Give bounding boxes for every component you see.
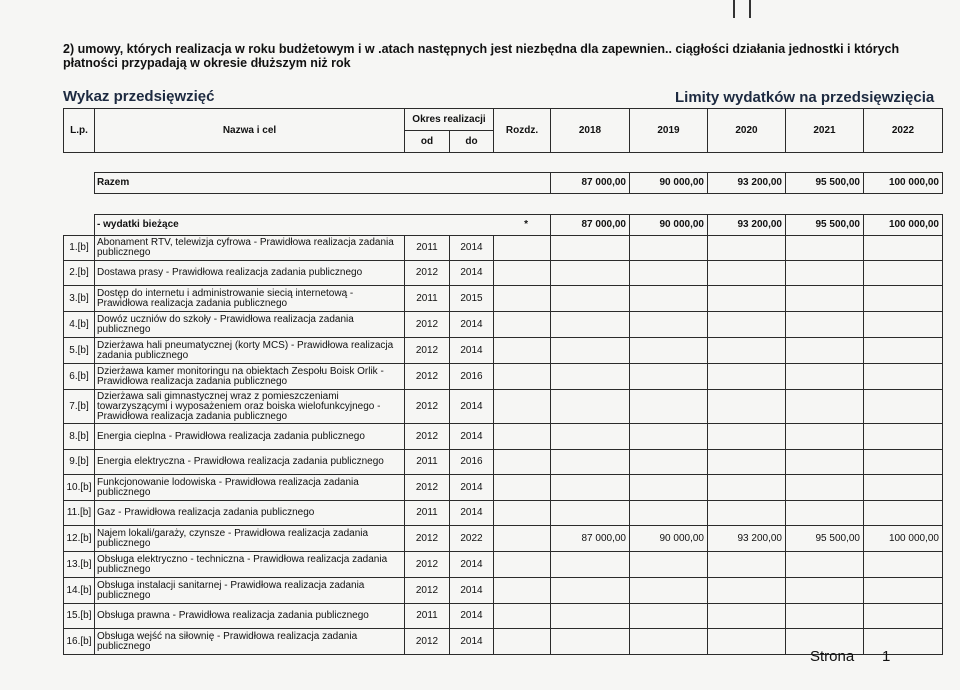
row-rozdz bbox=[494, 236, 551, 261]
row-limit bbox=[864, 450, 943, 475]
table-row bbox=[64, 552, 943, 578]
row-name: Gaz - Prawidłowa realizacja zadania publicznego bbox=[95, 501, 405, 526]
binder-clip-mark bbox=[733, 0, 751, 18]
row-limit bbox=[630, 236, 708, 261]
row-limit bbox=[708, 629, 786, 655]
table-row bbox=[64, 501, 943, 526]
row-rozdz bbox=[494, 312, 551, 338]
row-rozdz bbox=[494, 604, 551, 629]
row-to: 2014 bbox=[450, 236, 494, 261]
row-limit bbox=[708, 390, 786, 424]
row-limit bbox=[630, 629, 708, 655]
row-limit bbox=[864, 261, 943, 286]
row-limit bbox=[786, 390, 864, 424]
row-from: 2012 bbox=[405, 364, 450, 390]
row-limit bbox=[786, 578, 864, 604]
row-limit bbox=[708, 450, 786, 475]
table-row bbox=[64, 236, 943, 261]
current-2019: 90 000,00 bbox=[630, 215, 708, 236]
row-limit bbox=[708, 338, 786, 364]
row-lp: 4.[b] bbox=[64, 312, 95, 338]
row-limit bbox=[551, 236, 630, 261]
row-lp: 8.[b] bbox=[64, 424, 95, 450]
row-limit bbox=[864, 312, 943, 338]
row-limit bbox=[786, 261, 864, 286]
row-from: 2011 bbox=[405, 450, 450, 475]
row-to: 2014 bbox=[450, 604, 494, 629]
row-name: Dowóz uczniów do szkoły - Prawidłowa realizacja zadania publicznego bbox=[95, 312, 405, 338]
table-row bbox=[64, 526, 943, 552]
row-limit bbox=[551, 578, 630, 604]
row-lp: 13.[b] bbox=[64, 552, 95, 578]
table-row bbox=[64, 338, 943, 364]
row-limit bbox=[864, 286, 943, 312]
row-lp: 12.[b] bbox=[64, 526, 95, 552]
table-row bbox=[64, 312, 943, 338]
current-2018: 87 000,00 bbox=[551, 215, 630, 236]
table-row bbox=[64, 390, 943, 424]
row-rozdz bbox=[494, 450, 551, 475]
row-limit bbox=[630, 364, 708, 390]
row-limit bbox=[708, 552, 786, 578]
row-rozdz bbox=[494, 286, 551, 312]
row-rozdz bbox=[494, 501, 551, 526]
row-limit bbox=[551, 364, 630, 390]
page-number: 1 bbox=[882, 648, 891, 665]
row-limit bbox=[551, 338, 630, 364]
table-row bbox=[64, 424, 943, 450]
row-limit bbox=[786, 475, 864, 501]
row-limit bbox=[786, 552, 864, 578]
row-rozdz bbox=[494, 364, 551, 390]
row-limit bbox=[786, 604, 864, 629]
row-limit bbox=[630, 552, 708, 578]
row-name: Energia elektryczna - Prawidłowa realizacja zadania publicznego bbox=[95, 450, 405, 475]
row-limit bbox=[708, 286, 786, 312]
row-lp: 6.[b] bbox=[64, 364, 95, 390]
row-limit bbox=[630, 424, 708, 450]
row-to: 2014 bbox=[450, 629, 494, 655]
row-lp: 14.[b] bbox=[64, 578, 95, 604]
projects-table bbox=[63, 108, 943, 655]
spacer-row bbox=[64, 194, 943, 215]
row-name: Dostawa prasy - Prawidłowa realizacja zadania publicznego bbox=[95, 261, 405, 286]
row-limit bbox=[630, 604, 708, 629]
row-name: Dzierżawa sali gimnastycznej wraz z pomieszczeniami towarzyszącymi i wyposażeniem oraz boiska wielofunkcyjnego - Prawidłowa realizacja zadania publicznego bbox=[95, 390, 405, 424]
table-row bbox=[64, 450, 943, 475]
row-limit bbox=[864, 604, 943, 629]
row-to: 2016 bbox=[450, 450, 494, 475]
row-limit bbox=[551, 501, 630, 526]
row-limit bbox=[630, 338, 708, 364]
current-2022: 100 000,00 bbox=[864, 215, 943, 236]
page-footer bbox=[810, 648, 891, 665]
row-from: 2011 bbox=[405, 501, 450, 526]
row-rozdz bbox=[494, 475, 551, 501]
row-from: 2012 bbox=[405, 424, 450, 450]
header-2019: 2019 bbox=[630, 109, 708, 153]
page-label: Strona bbox=[810, 648, 855, 665]
asterisk-mark: * bbox=[524, 219, 528, 230]
row-limit bbox=[864, 552, 943, 578]
row-rozdz bbox=[494, 629, 551, 655]
row-rozdz bbox=[494, 578, 551, 604]
header-2020: 2020 bbox=[708, 109, 786, 153]
row-from: 2012 bbox=[405, 475, 450, 501]
row-limit bbox=[864, 338, 943, 364]
row-limit bbox=[551, 424, 630, 450]
header-to: do bbox=[450, 131, 494, 153]
row-rozdz bbox=[494, 390, 551, 424]
current-expenses-label: - wydatki bieżące * bbox=[95, 215, 551, 236]
row-limit bbox=[630, 312, 708, 338]
row-limit bbox=[630, 578, 708, 604]
row-limit bbox=[551, 552, 630, 578]
table-row bbox=[64, 604, 943, 629]
row-from: 2012 bbox=[405, 526, 450, 552]
row-limit bbox=[551, 604, 630, 629]
row-to: 2014 bbox=[450, 261, 494, 286]
row-to: 2015 bbox=[450, 286, 494, 312]
row-rozdz bbox=[494, 261, 551, 286]
row-limit bbox=[864, 578, 943, 604]
row-name: Obsługa instalacji sanitarnej - Prawidłowa realizacja zadania publicznego bbox=[95, 578, 405, 604]
row-to: 2014 bbox=[450, 338, 494, 364]
row-to: 2014 bbox=[450, 501, 494, 526]
row-name: Dzierżawa kamer monitoringu na obiektach Zespołu Boisk Orlik - Prawidłowa realizacja zadania publicznego bbox=[95, 364, 405, 390]
row-limit bbox=[708, 604, 786, 629]
row-name: Dzierżawa hali pneumatycznej (korty MCS) - Prawidłowa realizacja zadania publicznego bbox=[95, 338, 405, 364]
row-name: Obsługa prawna - Prawidłowa realizacja zadania publicznego bbox=[95, 604, 405, 629]
row-limit bbox=[630, 475, 708, 501]
row-to: 2014 bbox=[450, 424, 494, 450]
row-limit bbox=[864, 364, 943, 390]
row-to: 2016 bbox=[450, 364, 494, 390]
row-limit bbox=[551, 286, 630, 312]
row-rozdz bbox=[494, 552, 551, 578]
row-lp: 3.[b] bbox=[64, 286, 95, 312]
row-limit bbox=[786, 424, 864, 450]
header-from: od bbox=[405, 131, 450, 153]
header-name: Nazwa i cel bbox=[95, 109, 405, 153]
total-2018: 87 000,00 bbox=[551, 173, 630, 194]
current-expenses-row bbox=[64, 215, 943, 236]
row-from: 2012 bbox=[405, 261, 450, 286]
header-2022: 2022 bbox=[864, 109, 943, 153]
row-limit bbox=[551, 629, 630, 655]
row-limit bbox=[864, 475, 943, 501]
row-limit bbox=[551, 312, 630, 338]
row-limit bbox=[708, 501, 786, 526]
row-name: Energia cieplna - Prawidłowa realizacja zadania publicznego bbox=[95, 424, 405, 450]
row-limit bbox=[786, 364, 864, 390]
row-from: 2012 bbox=[405, 629, 450, 655]
row-rozdz bbox=[494, 424, 551, 450]
header-lp: L.p. bbox=[64, 109, 95, 153]
row-from: 2012 bbox=[405, 390, 450, 424]
row-limit: 93 200,00 bbox=[708, 526, 786, 552]
row-lp: 16.[b] bbox=[64, 629, 95, 655]
row-lp: 15.[b] bbox=[64, 604, 95, 629]
row-limit bbox=[630, 261, 708, 286]
row-from: 2011 bbox=[405, 236, 450, 261]
spacer-row bbox=[64, 153, 943, 173]
table-row bbox=[64, 364, 943, 390]
row-lp: 7.[b] bbox=[64, 390, 95, 424]
row-limit bbox=[708, 364, 786, 390]
row-lp: 5.[b] bbox=[64, 338, 95, 364]
row-limit bbox=[708, 475, 786, 501]
current-2020: 93 200,00 bbox=[708, 215, 786, 236]
table-row bbox=[64, 475, 943, 501]
row-limit bbox=[551, 390, 630, 424]
row-limit bbox=[786, 501, 864, 526]
list-title: Wykaz przedsięwzięć bbox=[63, 88, 215, 105]
row-limit bbox=[786, 338, 864, 364]
row-limit: 100 000,00 bbox=[864, 526, 943, 552]
row-rozdz bbox=[494, 338, 551, 364]
limits-title: Limity wydatków na przedsięwzięcia bbox=[675, 89, 935, 106]
row-limit bbox=[708, 424, 786, 450]
row-to: 2014 bbox=[450, 552, 494, 578]
total-2019: 90 000,00 bbox=[630, 173, 708, 194]
row-name: Obsługa wejść na siłownię - Prawidłowa realizacja zadania publicznego bbox=[95, 629, 405, 655]
row-limit bbox=[630, 450, 708, 475]
row-to: 2014 bbox=[450, 578, 494, 604]
row-limit bbox=[864, 424, 943, 450]
row-limit bbox=[708, 312, 786, 338]
row-limit: 90 000,00 bbox=[630, 526, 708, 552]
row-limit bbox=[864, 390, 943, 424]
row-lp: 9.[b] bbox=[64, 450, 95, 475]
row-limit bbox=[786, 312, 864, 338]
row-limit bbox=[786, 286, 864, 312]
table-row bbox=[64, 286, 943, 312]
row-to: 2014 bbox=[450, 312, 494, 338]
row-name: Najem lokali/garaży, czynsze - Prawidłowa realizacja zadania publicznego bbox=[95, 526, 405, 552]
total-2020: 93 200,00 bbox=[708, 173, 786, 194]
row-lp: 11.[b] bbox=[64, 501, 95, 526]
row-limit bbox=[864, 236, 943, 261]
row-to: 2022 bbox=[450, 526, 494, 552]
row-limit bbox=[551, 450, 630, 475]
row-from: 2011 bbox=[405, 286, 450, 312]
row-to: 2014 bbox=[450, 475, 494, 501]
section-note: 2) umowy, których realizacja w roku budżetowym i w .atach następnych jest niezbędna dla zapewnien.. ciągłości działania jednostki i których płatności przypadają w okresie dłuższym niż rok bbox=[63, 42, 900, 70]
header-2018: 2018 bbox=[551, 109, 630, 153]
row-name: Dostęp do internetu i administrowanie siecią internetową - Prawidłowa realizacja zadania publicznego bbox=[95, 286, 405, 312]
total-row bbox=[64, 173, 943, 194]
row-to: 2014 bbox=[450, 390, 494, 424]
row-lp: 10.[b] bbox=[64, 475, 95, 501]
row-name: Abonament RTV, telewizja cyfrowa - Prawidłowa realizacja zadania publicznego bbox=[95, 236, 405, 261]
table-row bbox=[64, 578, 943, 604]
row-limit bbox=[786, 236, 864, 261]
row-limit: 95 500,00 bbox=[786, 526, 864, 552]
total-label: Razem bbox=[95, 173, 551, 194]
table-row bbox=[64, 261, 943, 286]
row-limit bbox=[864, 629, 943, 655]
row-limit: 87 000,00 bbox=[551, 526, 630, 552]
row-limit bbox=[551, 261, 630, 286]
header-period: Okres realizacji bbox=[405, 109, 494, 131]
row-from: 2012 bbox=[405, 552, 450, 578]
row-limit bbox=[630, 390, 708, 424]
row-limit bbox=[864, 501, 943, 526]
row-limit bbox=[708, 261, 786, 286]
row-lp: 1.[b] bbox=[64, 236, 95, 261]
current-2021: 95 500,00 bbox=[786, 215, 864, 236]
row-name: Funkcjonowanie lodowiska - Prawidłowa realizacja zadania publicznego bbox=[95, 475, 405, 501]
row-limit bbox=[551, 475, 630, 501]
row-limit bbox=[630, 286, 708, 312]
row-limit bbox=[708, 578, 786, 604]
total-2022: 100 000,00 bbox=[864, 173, 943, 194]
row-limit bbox=[786, 450, 864, 475]
row-from: 2012 bbox=[405, 312, 450, 338]
header-2021: 2021 bbox=[786, 109, 864, 153]
row-from: 2011 bbox=[405, 604, 450, 629]
row-rozdz bbox=[494, 526, 551, 552]
row-name: Obsługa elektryczno - techniczna - Prawidłowa realizacja zadania publicznego bbox=[95, 552, 405, 578]
row-limit bbox=[630, 501, 708, 526]
row-limit bbox=[708, 236, 786, 261]
header-rozdz: Rozdz. bbox=[494, 109, 551, 153]
row-lp: 2.[b] bbox=[64, 261, 95, 286]
total-2021: 95 500,00 bbox=[786, 173, 864, 194]
row-from: 2012 bbox=[405, 578, 450, 604]
row-from: 2012 bbox=[405, 338, 450, 364]
